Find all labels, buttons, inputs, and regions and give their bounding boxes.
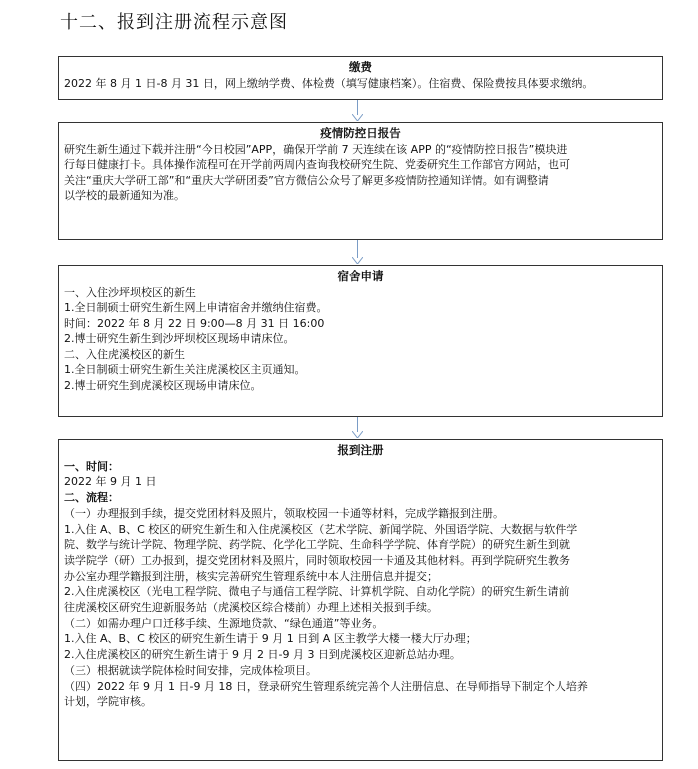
registration-line: 读学院学（研）工办报到，提交党团材料及照片，同时领取校园一卡通及其他材料。再到学院研究生教务: [64, 553, 570, 567]
dormitory-line: 2.博士研究生新生到沙坪坝校区现场申请床位。: [64, 332, 295, 345]
payment-box: [58, 56, 663, 100]
registration-line: （二）如需办理户口迁移手续、生源地贷款、“绿色通道”等业务。: [64, 616, 384, 630]
dormitory-line: 1.全日制硕士研究生新生网上申请宿舍并缴纳住宿费。: [64, 301, 328, 314]
registration-date: 2022 年 9 月 1 日: [64, 475, 157, 489]
dormitory-line: 时间：2022 年 8 月 22 日 9:00—8 月 31 日 16:00: [64, 316, 325, 330]
registration-line: 1.入住 A、B、C 校区的研究生新生请于 9 月 1 日到 A 区主教学大楼一楼大厅办理；: [64, 632, 477, 646]
epidemic-report-heading: 疫情防控日报告: [320, 126, 401, 140]
registration-line: 院、数学与统计学院、物理学院、药学院、化学化工学院、生命科学学院、体育学院）的研究生新生到就: [64, 538, 570, 552]
epidemic-line: 关注“重庆大学研工部”和“重庆大学研团委”官方微信公众号了解更多疫情防控通知详情。如有调整请: [64, 173, 549, 187]
registration-box: [58, 439, 663, 761]
registration-line: 2.入住虎溪校区的研究生新生请于 9 月 2 日-9 月 3 日到虎溪校区迎新总站办理。: [64, 648, 461, 662]
dormitory-line: 2.博士研究生到虎溪校区现场申请床位。: [64, 378, 262, 392]
registration-line: （一）办理报到手续，提交党团材料及照片，领取校园一卡通等材料，完成学籍报到注册。: [64, 506, 504, 520]
payment-line: 2022 年 8 月 1 日-8 月 31 日，网上缴纳学费、体检费（填写健康档案）。住宿费、保险费按具体要求缴纳。: [64, 76, 594, 90]
epidemic-report-box: [58, 122, 663, 240]
epidemic-line: 研究生新生通过下载并注册“今日校园”APP，确保开学前 7 天连续在该 APP 的“疫情防控日报告”模块进: [64, 142, 568, 156]
dormitory-line: 二、入住虎溪校区的新生: [64, 347, 185, 361]
registration-line: 2.入住虎溪校区（光电工程学院、微电子与通信工程学院、计算机学院、自动化学院）的研究生新生请前: [64, 585, 570, 599]
process-section-label: 二、流程：: [64, 491, 119, 505]
flow-arrow-3: [352, 417, 364, 439]
registration-line: 计划，学院审核。: [64, 695, 152, 709]
epidemic-line: 以学校的最新通知为准。: [64, 189, 185, 202]
registration-line: 往虎溪校区研究生迎新服务站（虎溪校区综合楼前）办理上述相关报到手续。: [64, 601, 438, 615]
registration-line: 1.入住 A、B、C 校区的研究生新生和入住虎溪校区（艺术学院、新闻学院、外国语学院、大数据与软件学: [64, 522, 578, 536]
registration-line: 办公室办理学籍报到注册，核实完善研究生管理系统中本人注册信息并提交；: [64, 569, 438, 583]
dormitory-line: 一、入住沙坪坝校区的新生: [64, 285, 196, 299]
dormitory-box: [58, 265, 663, 417]
registration-line: （四）2022 年 9 月 1 日-9 月 18 日，登录研究生管理系统完善个人注册信息、在导师指导下制定个人培养: [64, 679, 588, 693]
dormitory-line: 1.全日制硕士研究生新生关注虎溪校区主页通知。: [64, 363, 306, 376]
registration-line: （三）根据就读学院体检时间安排，完成体检项目。: [64, 663, 317, 677]
flow-arrow-2: [352, 240, 364, 265]
page-title: 十二、报到注册流程示意图: [60, 12, 288, 33]
payment-heading: 缴费: [349, 60, 372, 74]
flow-arrow-1: [352, 100, 364, 122]
registration-heading: 报到注册: [337, 443, 384, 457]
epidemic-line: 行每日健康打卡。具体操作流程可在开学前两周内查询我校研究生院、党委研究生工作部官方网站，也可: [64, 158, 570, 171]
dormitory-heading: 宿舍申请: [337, 269, 384, 283]
time-section-label: 一、时间：: [64, 459, 119, 473]
